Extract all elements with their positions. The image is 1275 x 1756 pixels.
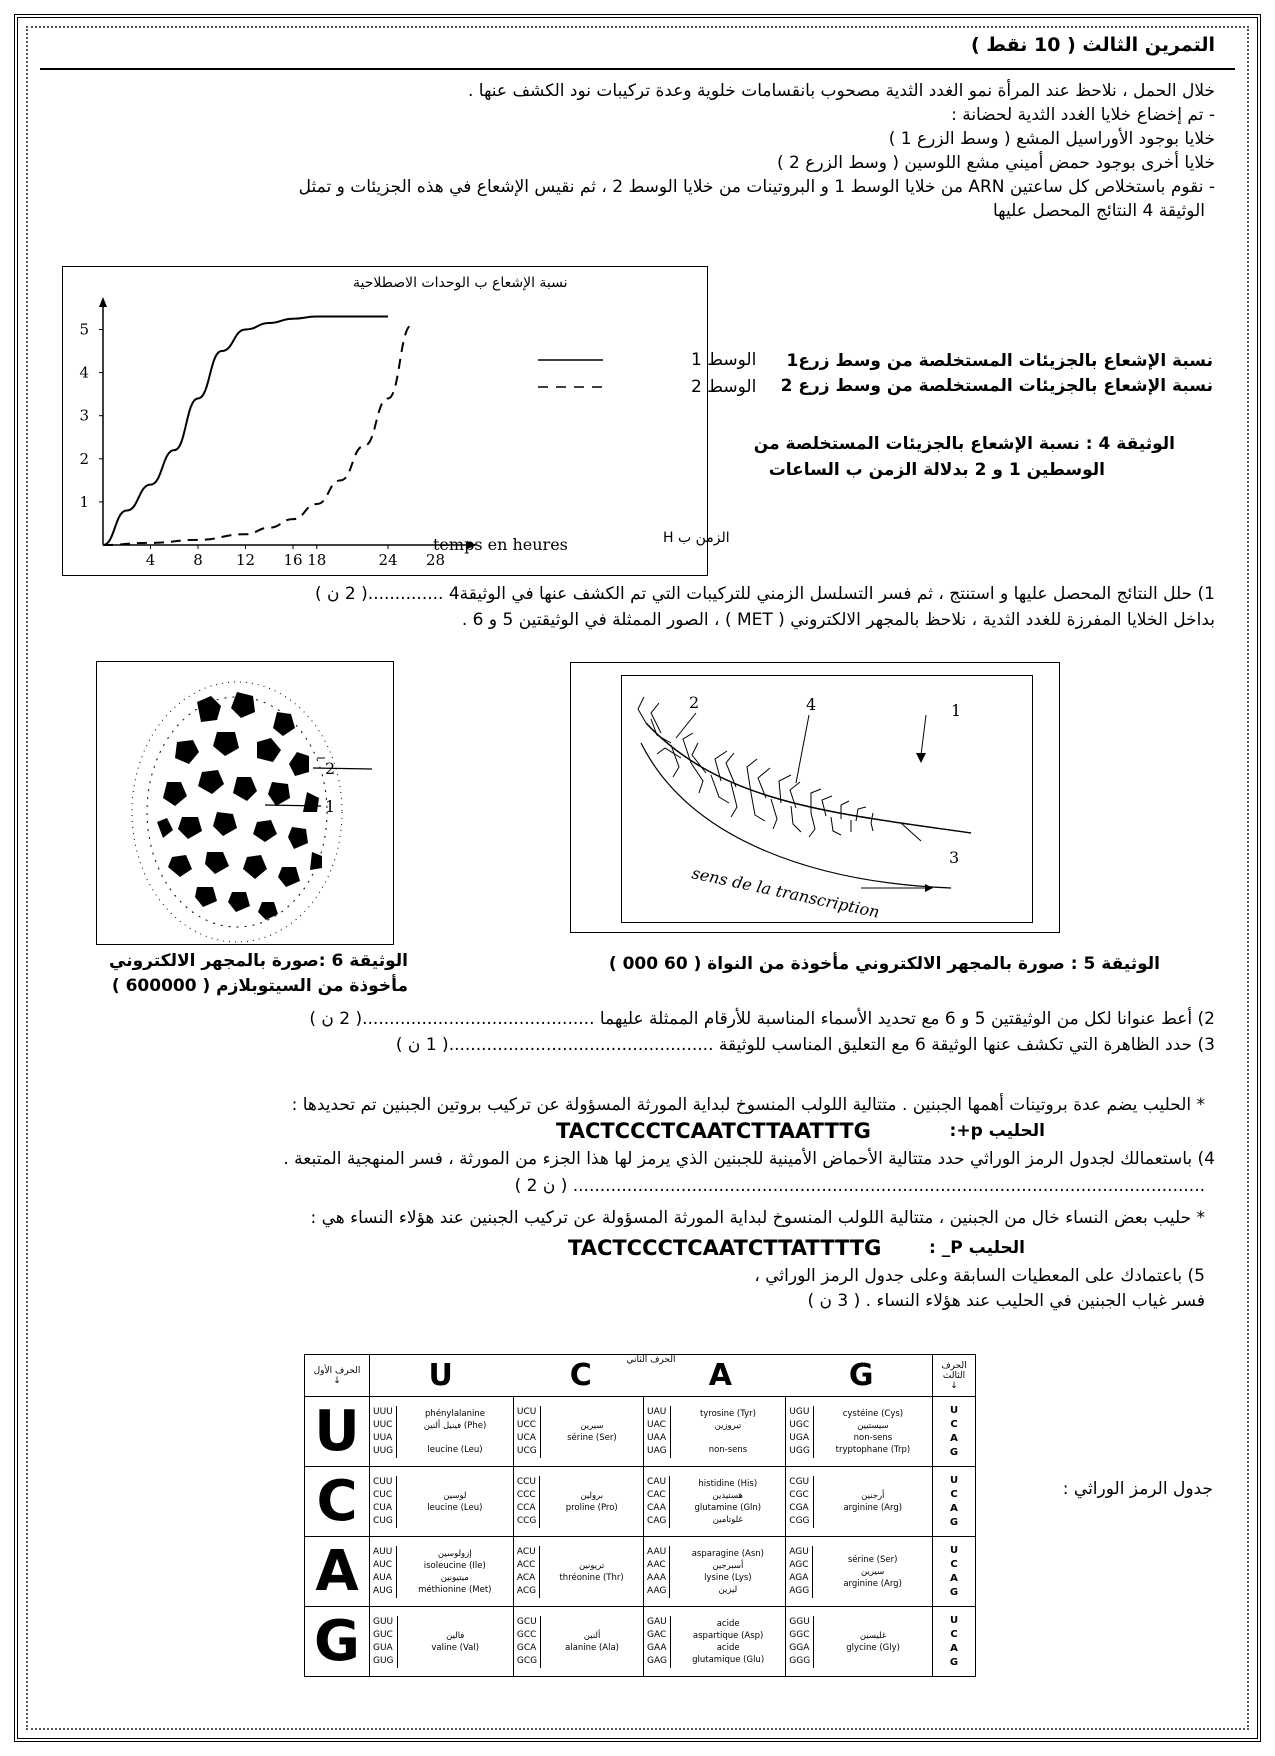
intro-line-6: الوثيقة 4 النتائج المحصل عليها <box>993 201 1205 221</box>
exercise-title: التمرين الثالث ( 10 نقط ) <box>970 34 1215 56</box>
question-1-followup: بداخل الخلايا المفرزة للغدد الثدية ، نلاحظ بالمجهر الالكتروني ( MET ) ، الصور الممثلة في الوثيقتين 5 و 6 . <box>461 610 1215 630</box>
codon-list: AAU AAC AAA AAG <box>644 1546 670 1598</box>
amino-acid-names: asparagine (Asn) أسبرجين lysine (Lys) ليزين <box>691 1548 764 1595</box>
x-axis-label-ar: الزمن ب H <box>663 530 730 546</box>
row-base-U: U <box>305 1397 370 1467</box>
x-tick-label: 28 <box>425 551 446 569</box>
third-letter-header: الحرف الثالث ↓ <box>933 1355 976 1397</box>
code-table-row <box>305 1397 976 1467</box>
milk2-intro: * حليب بعض النساء خال من الجبنين ، متتالية اللولب المنسوخ لبداية المورثة المسؤولة عن تركيب الجبنين عند هؤلاء النساء هي : <box>310 1208 1205 1228</box>
doc5-label-3: 3 <box>949 848 960 867</box>
doc5-label-1: 1 <box>951 701 962 720</box>
amino-acid-names: أرجنين arginine (Arg) <box>843 1490 903 1513</box>
column-base-G: G <box>848 1358 874 1393</box>
amino-acid-names: تريونين thréonine (Thr) <box>559 1560 624 1583</box>
column-base-A: A <box>708 1358 732 1393</box>
codon-cell <box>513 1537 643 1607</box>
intro-line-2: - تم إخضاع خلايا الغدد الثدية لحضانة : <box>951 105 1215 125</box>
amino-acid-names: إزولوسين isoleucine (Ile) ميتيونين méthionine (Met) <box>418 1548 492 1595</box>
codon-cell <box>644 1607 786 1677</box>
codon-list: GCU GCC GCA GCG <box>514 1616 541 1668</box>
row-base-A: A <box>305 1537 370 1607</box>
codon-list: AGU AGC AGA AGG <box>786 1546 813 1598</box>
radioactivity-chart <box>63 267 757 574</box>
codon-cell <box>513 1607 643 1677</box>
amino-acid-names: لوسين leucine (Leu) <box>427 1490 483 1513</box>
codon-list: UUU UUC UUA UUG <box>370 1406 397 1458</box>
row-base-G: G <box>305 1607 370 1677</box>
series-line-medium-2 <box>103 325 412 545</box>
codon-cell <box>370 1467 514 1537</box>
codon-list: AUU AUC AUA AUG <box>370 1546 397 1598</box>
first-letter-header: الحرف الأول ↓ <box>305 1355 370 1397</box>
intro-line-4: خلايا أخرى بوجود حمض أميني مشع اللوسين ( وسط الزرع 2 ) <box>777 153 1215 173</box>
milk-normal-label: الحليب p+: <box>949 1121 1045 1141</box>
x-tick-label: 4 <box>145 551 156 569</box>
intro-line-5: - نقوم باستخلاص كل ساعتين ARN من خلايا الوسط 1 و البروتينات من خلايا الوسط 2 ، ثم نقيس الإشعاع في هذه الجزيئات و تمثل <box>298 177 1215 197</box>
codon-list: GGU GGC GGA GGG <box>786 1616 814 1668</box>
intro-line-3: خلايا بوجود الأوراسيل المشع ( وسط الزرع 1 ) <box>888 129 1215 149</box>
amino-acid-names: histidine (His) هستيدين glutamine (Gln) غلوتامين <box>694 1478 762 1525</box>
question-4-points: ( 2 ن ) ..................................................................................................................... <box>514 1176 1205 1196</box>
question-1: 1) حلل النتائج المحصل عليها و استنتج ، ثم فسر التسلسل الزمني للتركيبات التي تم الكشف عنها في الوثيقة4 ..............( 2 ن ) <box>314 584 1215 604</box>
doc6-caption-2: مأخوذة من السيتوبلازم ( 600000 ) <box>111 976 408 996</box>
amino-acid-names: cystéine (Cys) سيستيين non-sens tryptophane (Trp) <box>835 1408 911 1455</box>
legend-explain-1: نسبة الإشعاع بالجزيئات المستخلصة من وسط زرع1 <box>786 351 1213 371</box>
codon-cell <box>786 1467 933 1537</box>
doc6-label-1: 1 <box>325 797 336 816</box>
question-4: 4) باستعمالك لجدول الرمز الوراثي حدد متتالية الأحماض الأمينية للجبنين الذي يرمز لها هذا الجزء من المورثة ، فسر المنهجية المتبعة . <box>283 1149 1215 1169</box>
code-table-label: جدول الرمز الوراثي : <box>1062 1479 1213 1499</box>
y-tick-label: 2 <box>79 449 89 468</box>
second-letter-header: الحرف الثاني <box>626 1355 676 1365</box>
amino-acid-names: tyrosine (Tyr) تيروزين non-sens <box>699 1408 756 1455</box>
codon-cell <box>370 1607 514 1677</box>
transcription-direction-label: sens de la transcription <box>690 863 882 922</box>
codon-list: CCU CCC CCA CCG <box>514 1476 541 1528</box>
code-table-row <box>305 1537 976 1607</box>
doc6-image-box <box>96 661 394 945</box>
codon-list: UAU UAC UAA UAG <box>644 1406 671 1458</box>
question-5-line-2: فسر غياب الجبنين في الحليب عند هؤلاء النساء . ( 3 ن ) <box>807 1291 1205 1311</box>
intro-line-1: خلال الحمل ، نلاحظ عند المرأة نمو الغدد الثدية مصحوب بانقسامات خلوية وعدة تركيبات نود الكشف عنها . <box>467 81 1215 101</box>
x-tick-label: 18 <box>307 551 327 569</box>
legend-series-1: الوسط 1 <box>691 350 757 370</box>
legend-explain-2: نسبة الإشعاع بالجزيئات المستخلصة من وسط زرع 2 <box>780 376 1213 396</box>
code-table-row <box>305 1607 976 1677</box>
codon-cell <box>786 1537 933 1607</box>
x-tick-label: 12 <box>235 551 256 569</box>
third-base-list: U C A G <box>933 1467 976 1537</box>
codon-cell <box>370 1537 514 1607</box>
x-tick-label: 16 <box>283 551 303 569</box>
third-base-list: U C A G <box>933 1607 976 1677</box>
y-axis-arrow <box>99 297 107 307</box>
code-table-row <box>305 1467 976 1537</box>
milk-mutant-label: الحليب P_ : <box>929 1238 1025 1258</box>
transcription-micrograph <box>571 663 1058 931</box>
x-axis-label: temps en heures <box>433 535 568 554</box>
y-tick-label: 3 <box>79 406 89 425</box>
sequence-mutant: TACTCCCTCAATCTTATTTTG <box>568 1236 882 1260</box>
amino-acid-names: phénylalanine فينيل ألنين (Phe) leucine (Leu) <box>423 1408 487 1455</box>
codon-list: ACU ACC ACA ACG <box>514 1546 540 1598</box>
third-base-list: U C A G <box>933 1397 976 1467</box>
codon-cell <box>513 1467 643 1537</box>
y-tick-label: 1 <box>79 492 89 511</box>
amino-acid-names: sérine (Ser) سيرين arginine (Arg) <box>843 1554 902 1589</box>
x-tick-label: 8 <box>193 551 203 569</box>
polysome-micrograph <box>97 662 392 943</box>
doc4-caption-2: الوسطين 1 و 2 بدلالة الزمن ب الساعات <box>768 460 1105 480</box>
doc5-label-4: 4 <box>806 695 817 714</box>
amino-acid-names: acide aspartique (Asp) acide glutamique (Glu) <box>692 1618 765 1665</box>
chart-box <box>62 266 757 576</box>
question-3: 3) حدد الظاهرة التي تكشف عنها الوثيقة 6 مع التعليق المناسب للوثيقة .................................................( 1 ن ) <box>395 1035 1215 1055</box>
doc6-label-2: 2 <box>325 759 336 778</box>
row-base-C: C <box>305 1467 370 1537</box>
doc5-image-box <box>570 662 1060 933</box>
y-tick-label: 4 <box>79 363 89 382</box>
x-tick-label: 24 <box>378 551 398 569</box>
milk-intro: * الحليب يضم عدة بروتينات أهمها الجبنين . متتالية اللولب المنسوخ لبداية المورثة المسؤولة عن تركيب بروتين الجبنين تم تحديدها : <box>291 1095 1205 1115</box>
amino-acid-names: غليسين glycine (Gly) <box>846 1630 900 1653</box>
codon-list: CGU CGC CGA CGG <box>786 1476 813 1528</box>
question-2: 2) أعط عنوانا لكل من الوثيقتين 5 و 6 مع تحديد الأسماء المناسبة للأرقام الممثلة عليهما ...........................................( 2 ن ) <box>309 1009 1215 1029</box>
codon-list: GUU GUC GUA GUG <box>370 1616 398 1668</box>
genetic-code-table <box>304 1354 976 1677</box>
codon-cell <box>786 1607 933 1677</box>
amino-acid-names: برولين proline (Pro) <box>565 1490 618 1513</box>
doc6-caption-1: الوثيقة 6 :صورة بالمجهر الالكتروني <box>109 951 408 971</box>
amino-acid-names: ألنين alanine (Ala) <box>565 1630 619 1653</box>
series-line-medium-1 <box>103 317 388 545</box>
y-axis-label: نسبة الإشعاع ب الوحدات الاصطلاحية <box>353 275 568 291</box>
codon-cell <box>644 1537 786 1607</box>
codon-cell <box>370 1397 514 1467</box>
codon-cell <box>644 1397 786 1467</box>
doc5-label-2: 2 <box>689 693 700 712</box>
question-5-line-1: 5) باعتمادك على المعطيات السابقة وعلى جدول الرمز الوراثي ، <box>754 1266 1205 1286</box>
amino-acid-names: فالين valine (Val) <box>431 1630 480 1653</box>
third-base-list: U C A G <box>933 1537 976 1607</box>
codon-cell <box>786 1397 933 1467</box>
doc5-caption: الوثيقة 5 : صورة بالمجهر الالكتروني مأخوذة من النواة ( 60 000 ) <box>608 954 1160 974</box>
legend-series-2: الوسط 2 <box>691 377 757 397</box>
sequence-normal: TACTCCCTCAATCTTAATTTG <box>556 1119 871 1143</box>
codon-cell <box>513 1397 643 1467</box>
codon-list: UCU UCC UCA UCG <box>514 1406 541 1458</box>
header-divider <box>40 68 1235 70</box>
column-base-U: U <box>428 1358 453 1393</box>
column-base-C: C <box>569 1358 592 1393</box>
codon-list: UGU UGC UGA UGG <box>786 1406 814 1458</box>
amino-acid-names: سيرين sérine (Ser) <box>567 1420 617 1443</box>
codon-list: CAU CAC CAA CAG <box>644 1476 670 1528</box>
codon-list: GAU GAC GAA GAG <box>644 1616 671 1668</box>
codon-list: CUU CUC CUA CUG <box>370 1476 397 1528</box>
codon-cell <box>644 1467 786 1537</box>
doc4-caption-1: الوثيقة 4 : نسبة الإشعاع بالجزيئات المستخلصة من <box>753 434 1175 454</box>
y-tick-label: 5 <box>79 320 89 339</box>
